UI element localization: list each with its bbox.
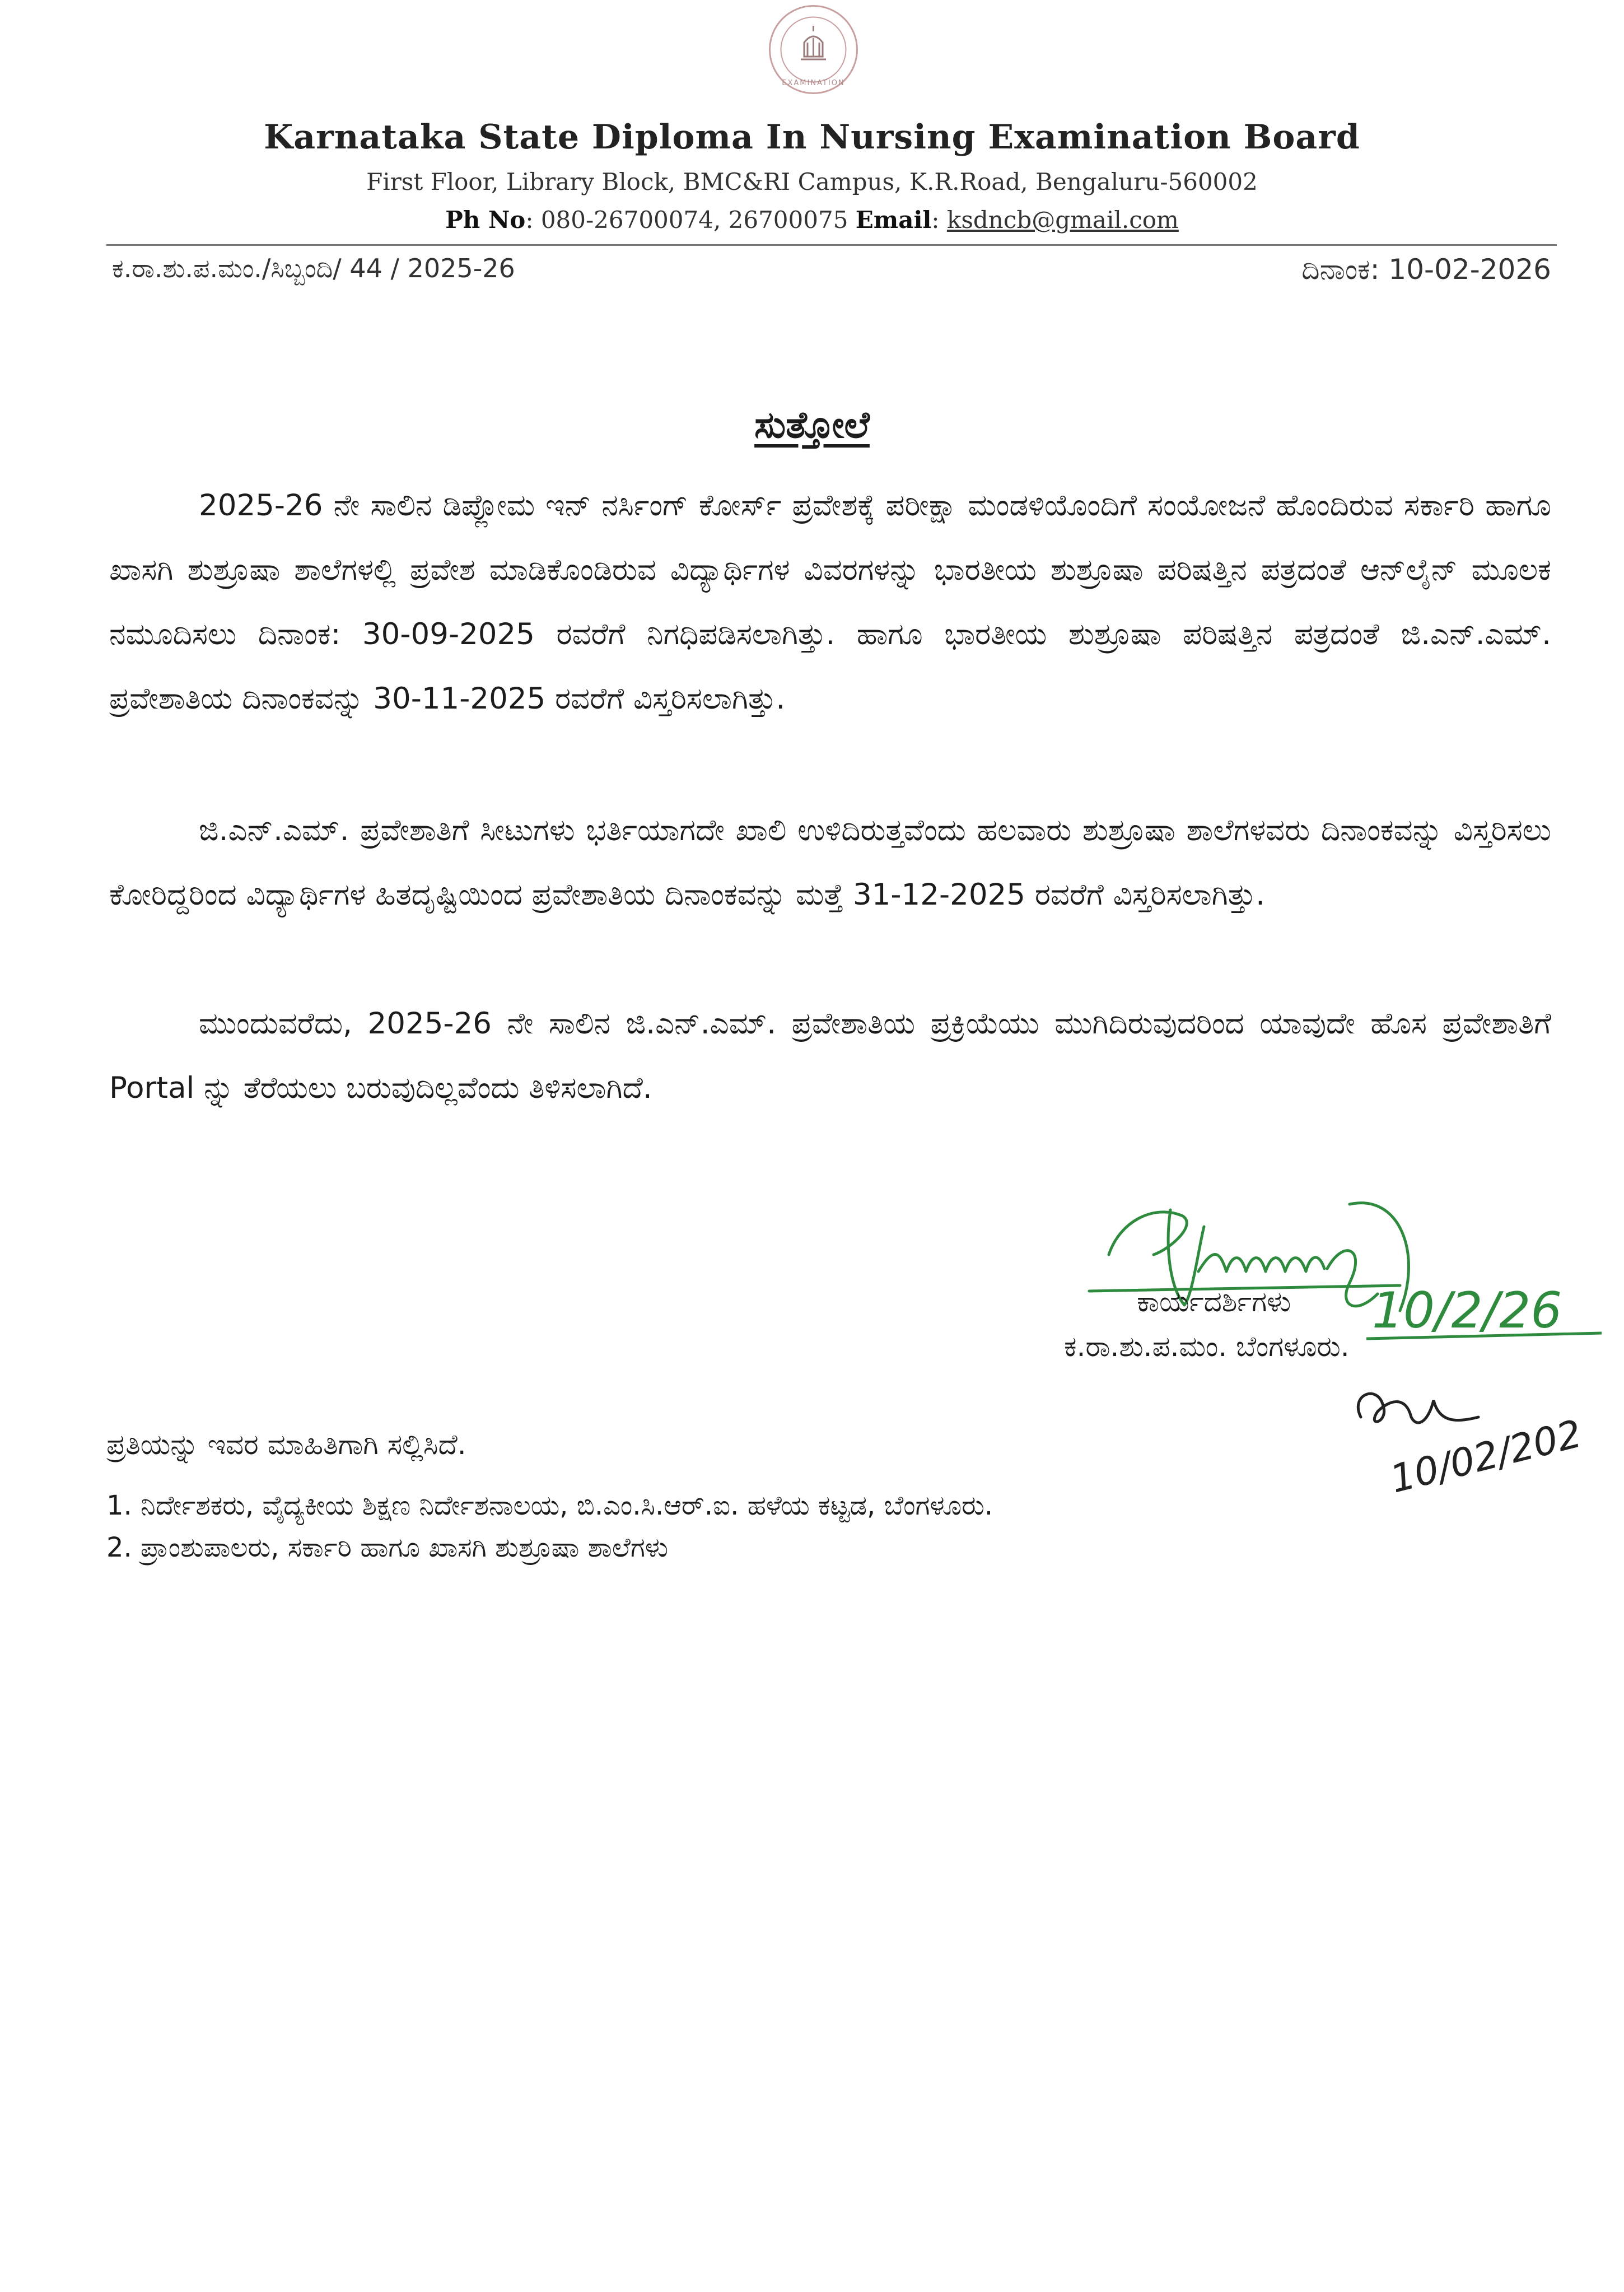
- letterhead-divider: [106, 244, 1557, 246]
- signatory-title: ಕಾರ್ಯದರ್ಶಿಗಳು: [1137, 1285, 1291, 1318]
- circular-heading: ಸುತ್ತೋಲೆ: [754, 403, 870, 446]
- handwritten-date: [1366, 1266, 1624, 1350]
- body-paragraph: ಜಿ.ಎನ್.ಎಮ್. ಪ್ರವೇಶಾತಿಗೆ ಸೀಟುಗಳು ಭರ್ತಿಯಾಗದೇ ಖಾಲಿ ಉಳಿದಿರುತ್ತವೆಂದು ಹಲವಾರು ಶುಶ್ರೂಷಾ ಶಾಲೆಗಳವರು ದಿನಾಂಕವನ್ನು ವಿಸ್ತರಿಸಲು ಕೋರಿದ್ದರಿಂದ ವಿದ್ಯಾರ್ಥಿಗಳ ಹಿತದೃಷ್ಟಿಯಿಂದ ಪ್ರವೇಶಾತಿಯ ದಿನಾಂಕವನ್ನು ಮತ್ತೆ 31-12-2025 ರವರೆಗೆ ವಿಸ್ತರಿಸಲಾಗಿತ್ತು.: [109, 813, 1551, 912]
- email-label: Email: [855, 206, 932, 234]
- handwritten-initials: [1344, 1372, 1624, 1518]
- body-paragraph: 2025-26 ನೇ ಸಾಲಿನ ಡಿಪ್ಲೋಮ ಇನ್ ನರ್ಸಿಂಗ್ ಕೋರ್ಸ್ ಪ್ರವೇಶಕ್ಕೆ ಪರೀಕ್ಷಾ ಮಂಡಳಿಯೊಂದಿಗೆ ಸಂಯೋಜನೆ ಹೊಂದಿರುವ ಸರ್ಕಾರಿ ಹಾಗೂ ಖಾಸಗಿ ಶುಶ್ರೂಷಾ ಶಾಲೆಗಳಲ್ಲಿ ಪ್ರವೇಶ ಮಾಡಿಕೊಂಡಿರುವ ವಿದ್ಯಾರ್ಥಿಗಳ ವಿವರಗಳನ್ನು ಭಾರತೀಯ ಶುಶ್ರೂಷಾ ಪರಿಷತ್ತಿನ ಪತ್ರದಂತೆ ಆನ್‌ಲೈನ್ ಮೂಲಕ ನಮೂದಿಸಲು ದಿನಾಂಕ: 30-09-2025 ರವರೆಗೆ ನಿಗಧಿಪಡಿಸಲಾಗಿತ್ತು. ಹಾಗೂ ಭಾರತೀಯ ಶುಶ್ರೂಷಾ ಪರಿಷತ್ತಿನ ಪತ್ರದಂತೆ ಜಿ.ಎನ್.ಎಮ್. ಪ್ರವೇಶಾತಿಯ ದಿನಾಂಕವನ್ನು 30-11-2025 ರವರೆಗೆ ವಿಸ್ತರಿಸಲಾಗಿತ್ತು.: [109, 488, 1551, 716]
- reference-number: ಕ.ರಾ.ಶು.ಪ.ಮಂ./ಸಿಬ್ಬಂದಿ/ 44 / 2025-26: [112, 253, 515, 283]
- copy-to-item: 2. ಪ್ರಾಂಶುಪಾಲರು, ಸರ್ಕಾರಿ ಹಾಗೂ ಖಾಸಗಿ ಶುಶ್ರೂಷಾ ಶಾಲೆಗಳು: [106, 1532, 669, 1563]
- phone-value: : 080-26700074, 26700075: [525, 206, 856, 234]
- body-paragraph: ಮುಂದುವರೆದು, 2025-26 ನೇ ಸಾಲಿನ ಜಿ.ಎನ್.ಎಮ್. ಪ್ರವೇಶಾತಿಯ ಪ್ರಕ್ರಿಯೆಯು ಮುಗಿದಿರುವುದರಿಂದ ಯಾವುದೇ ಹೊಸ ಪ್ರವೇಶಾತಿಗೆ Portal ನ್ನು ತೆರೆಯಲು ಬರುವುದಿಲ್ಲವೆಂದು ತಿಳಿಸಲಾಗಿದೆ.: [109, 1007, 1551, 1105]
- copy-to-item: 1. ನಿರ್ದೇಶಕರು, ವೈದ್ಯಕೀಯ ಶಿಕ್ಷಣ ನಿರ್ದೇಶನಾಲಯ, ಬಿ.ಎಂ.ಸಿ.ಆರ್.ಐ. ಹಳೆಯ ಕಟ್ಟಡ, ಬೆಂಗಳೂರು.: [106, 1490, 993, 1521]
- svg-text:10/2/26: 10/2/26: [1372, 1282, 1562, 1339]
- board-name: Karnataka State Diploma In Nursing Examination Board: [264, 118, 1360, 157]
- board-contact: [0, 206, 1624, 234]
- svg-text:10/02/202: 10/02/202: [1386, 1411, 1586, 1502]
- copy-to-label: ಪ್ರತಿಯನ್ನು ಇವರ ಮಾಹಿತಿಗಾಗಿ ಸಲ್ಲಿಸಿದೆ.: [106, 1428, 466, 1461]
- phone-label: Ph No: [445, 206, 526, 234]
- reference-date: ದಿನಾಂಕ: 10-02-2026: [1301, 253, 1551, 286]
- board-seal-icon: [767, 3, 860, 96]
- seal-text: EXAMINATION: [782, 79, 845, 87]
- signatory-office: ಕ.ರಾ.ಶು.ಪ.ಮಂ. ಬೆಂಗಳೂರು.: [1064, 1330, 1350, 1363]
- board-address: First Floor, Library Block, BMC&RI Campus, K.R.Road, Bengaluru-560002: [366, 168, 1258, 195]
- email-link[interactable]: ksdncb@gmail.com: [946, 206, 1179, 234]
- email-separator: :: [931, 206, 947, 234]
